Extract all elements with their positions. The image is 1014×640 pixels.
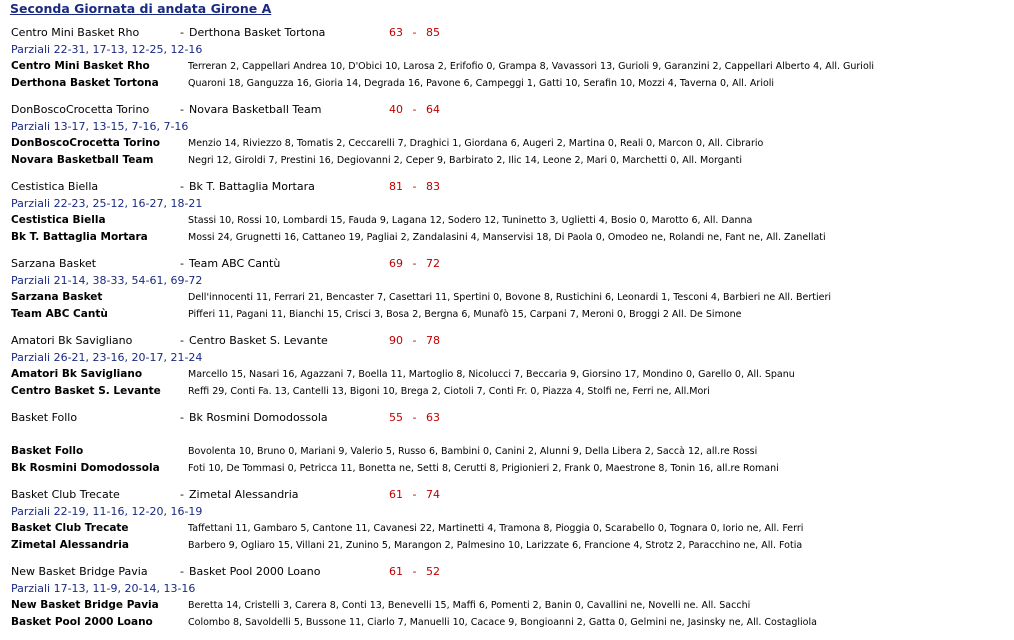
away-team-header: Basket Pool 2000 Loano bbox=[189, 565, 321, 578]
home-players: Bovolenta 10, Bruno 0, Mariani 9, Valerio 5, Russo 6, Bambini 0, Canini 2, Alunni 9, Della Libera 2, Saccà 12, all.re Rossi bbox=[188, 446, 758, 457]
home-players: Menzio 14, Riviezzo 8, Tomatis 2, Ceccarelli 7, Draghici 1, Giordana 6, Augeri 2, Martina 0, Reali 0, Marcon 0, All. Cibrario bbox=[188, 138, 764, 149]
home-players: Beretta 14, Cristelli 3, Carera 8, Conti 13, Benevelli 15, Maffi 6, Pomenti 2, Banin 0, Cavallini ne, Novelli ne. All. Sacchi bbox=[188, 600, 751, 611]
away-players: Mossi 24, Grugnetti 16, Cattaneo 19, Pagliai 2, Zandalasini 4, Manservisi 18, Di Paola 0, Omodeo ne, Rolandi ne, Fant ne, All. Zanellati bbox=[188, 232, 826, 243]
score bbox=[389, 178, 440, 195]
away-team-header: Bk Rosmini Domodossola bbox=[189, 411, 328, 424]
score bbox=[389, 486, 440, 503]
versus-dash: - bbox=[180, 180, 184, 193]
away-score: 72 bbox=[425, 257, 440, 270]
away-team-header: Zimetal Alessandria bbox=[189, 488, 299, 501]
away-players: Barbero 9, Ogliaro 15, Villani 21, Zunino 5, Marangon 2, Palmesino 10, Larizzate 6, Francione 4, Strotz 2, Paracchino ne, All. Fotia bbox=[188, 540, 803, 551]
score bbox=[389, 409, 440, 426]
partial-scores: Parziali 21-14, 38-33, 54-61, 69-72 bbox=[11, 274, 203, 287]
home-team-name: New Basket Bridge Pavia bbox=[11, 599, 159, 611]
score-dash: - bbox=[412, 411, 417, 424]
game-block bbox=[0, 563, 1014, 640]
home-players: Marcello 15, Nasari 16, Agazzani 7, Boella 11, Martoglio 8, Nicolucci 7, Beccaria 9, Giorsino 17, Mondino 0, Garello 0, All. Spanu bbox=[188, 369, 795, 380]
home-team-name: Centro Mini Basket Rho bbox=[11, 60, 150, 72]
home-players: Taffettani 11, Gambaro 5, Cantone 11, Cavanesi 22, Martinetti 4, Tramona 8, Pioggia 0, Scarabello 0, Tognara 0, Iorio ne, All. Ferri bbox=[188, 523, 804, 534]
home-team-header: Basket Follo bbox=[11, 411, 78, 424]
partial-scores: Parziali 26-21, 23-16, 20-17, 21-24 bbox=[11, 351, 203, 364]
home-players: Dell'innocenti 11, Ferrari 21, Bencaster 7, Casettari 11, Spertini 0, Bovone 8, Rustichini 6, Leonardi 1, Tesconi 4, Barbieri ne All. Bertieri bbox=[188, 292, 832, 303]
away-score: 83 bbox=[425, 180, 440, 193]
home-score: 69 bbox=[389, 257, 403, 270]
home-score: 40 bbox=[389, 103, 403, 116]
away-team-header: Bk T. Battaglia Mortara bbox=[189, 180, 315, 193]
away-team-name: Derthona Basket Tortona bbox=[11, 77, 159, 89]
home-team-header: Centro Mini Basket Rho bbox=[11, 26, 140, 39]
away-players: Reffi 29, Conti Fa. 13, Cantelli 13, Bigoni 10, Brega 2, Ciotoli 7, Conti Fr. 0, Piazza 4, Stolfi ne, Ferri ne, All.Mori bbox=[188, 386, 710, 397]
away-team-name: Novara Basketball Team bbox=[11, 154, 154, 166]
score-dash: - bbox=[412, 26, 417, 39]
game-block bbox=[0, 101, 1014, 178]
versus-dash: - bbox=[180, 26, 184, 39]
versus-dash: - bbox=[180, 565, 184, 578]
game-block bbox=[0, 486, 1014, 563]
home-team-name: Amatori Bk Savigliano bbox=[11, 368, 143, 380]
away-team-header: Team ABC Cantù bbox=[189, 257, 281, 270]
home-team-header: Amatori Bk Savigliano bbox=[11, 334, 133, 347]
home-team-name: Basket Follo bbox=[11, 445, 84, 457]
away-score: 63 bbox=[425, 411, 440, 424]
away-score: 78 bbox=[425, 334, 440, 347]
home-team-header: Cestistica Biella bbox=[11, 180, 99, 193]
score bbox=[389, 255, 440, 272]
away-score: 64 bbox=[425, 103, 440, 116]
page-title[interactable]: Seconda Giornata di andata Girone A bbox=[10, 1, 272, 16]
score-dash: - bbox=[412, 180, 417, 193]
versus-dash: - bbox=[180, 411, 184, 424]
away-team-name: Bk Rosmini Domodossola bbox=[11, 462, 160, 474]
game-block bbox=[0, 332, 1014, 409]
away-players: Pifferi 11, Pagani 11, Bianchi 15, Crisci 3, Bosa 2, Bergna 6, Munafò 15, Carpani 7, Meroni 0, Broggi 2 All. De Simone bbox=[188, 309, 742, 320]
home-players: Terreran 2, Cappellari Andrea 10, D'Obici 10, Larosa 2, Erifofio 0, Grampa 8, Vavassori 13, Gurioli 9, Garanzini 2, Cappellari Alberto 4, All. Gurioli bbox=[188, 61, 875, 72]
away-team-header: Centro Basket S. Levante bbox=[189, 334, 328, 347]
game-block bbox=[0, 255, 1014, 332]
home-team-name: Cestistica Biella bbox=[11, 214, 106, 226]
score-dash: - bbox=[412, 565, 417, 578]
game-block bbox=[0, 178, 1014, 255]
game-block bbox=[0, 409, 1014, 486]
away-players: Quaroni 18, Ganguzza 16, Gioria 14, Degrada 16, Pavone 6, Campeggi 1, Gatti 10, Serafin 10, Mozzi 4, Taverna 0, All. Arioli bbox=[188, 78, 775, 89]
away-team-name: Basket Pool 2000 Loano bbox=[11, 616, 153, 628]
home-team-header: Basket Club Trecate bbox=[11, 488, 120, 501]
partial-scores: Parziali 22-31, 17-13, 12-25, 12-16 bbox=[11, 43, 203, 56]
home-team-name: Basket Club Trecate bbox=[11, 522, 129, 534]
home-team-header: New Basket Bridge Pavia bbox=[11, 565, 148, 578]
versus-dash: - bbox=[180, 257, 184, 270]
away-players: Colombo 8, Savoldelli 5, Bussone 11, Ciarlo 7, Manuelli 10, Cacace 9, Bongioanni 2, Gatta 0, Gelmini ne, Jasinsky ne, All. Costagliola bbox=[188, 617, 817, 628]
partial-scores: Parziali 13-17, 13-15, 7-16, 7-16 bbox=[11, 120, 189, 133]
home-team-name: DonBoscoCrocetta Torino bbox=[11, 137, 160, 149]
away-players: Foti 10, De Tommasi 0, Petricca 11, Bonetta ne, Setti 8, Cerutti 8, Prigionieri 2, Frank 0, Maestrone 8, Tonin 16, all.re Romani bbox=[188, 463, 779, 474]
away-team-header: Derthona Basket Tortona bbox=[189, 26, 326, 39]
home-team-header: Sarzana Basket bbox=[11, 257, 97, 270]
home-score: 61 bbox=[389, 565, 403, 578]
versus-dash: - bbox=[180, 103, 184, 116]
away-score: 52 bbox=[425, 565, 440, 578]
home-score: 61 bbox=[389, 488, 403, 501]
away-score: 85 bbox=[425, 26, 440, 39]
away-team-name: Zimetal Alessandria bbox=[11, 539, 129, 551]
partial-scores: Parziali 17-13, 11-9, 20-14, 13-16 bbox=[11, 582, 196, 595]
versus-dash: - bbox=[180, 334, 184, 347]
home-score: 55 bbox=[389, 411, 403, 424]
score-dash: - bbox=[412, 334, 417, 347]
score-dash: - bbox=[412, 488, 417, 501]
partial-scores: Parziali 22-23, 25-12, 16-27, 18-21 bbox=[11, 197, 203, 210]
score-dash: - bbox=[412, 103, 417, 116]
home-team-header: DonBoscoCrocetta Torino bbox=[11, 103, 150, 116]
game-block bbox=[0, 24, 1014, 101]
home-score: 81 bbox=[389, 180, 403, 193]
partial-scores: Parziali 22-19, 11-16, 12-20, 16-19 bbox=[11, 505, 203, 518]
score bbox=[389, 563, 440, 580]
away-team-header: Novara Basketball Team bbox=[189, 103, 322, 116]
score bbox=[389, 332, 440, 349]
home-score: 90 bbox=[389, 334, 403, 347]
versus-dash: - bbox=[180, 488, 184, 501]
away-score: 74 bbox=[425, 488, 440, 501]
score bbox=[389, 101, 440, 118]
score-dash: - bbox=[412, 257, 417, 270]
away-team-name: Centro Basket S. Levante bbox=[11, 385, 161, 397]
score bbox=[389, 24, 440, 41]
away-players: Negri 12, Giroldi 7, Prestini 16, Degiovanni 2, Ceper 9, Barbirato 2, Ilic 14, Leone 2, Mari 0, Marchetti 0, All. Morganti bbox=[188, 155, 743, 166]
home-score: 63 bbox=[389, 26, 403, 39]
away-team-name: Bk T. Battaglia Mortara bbox=[11, 231, 148, 243]
home-team-name: Sarzana Basket bbox=[11, 291, 103, 303]
away-team-name: Team ABC Cantù bbox=[11, 308, 108, 320]
home-players: Stassi 10, Rossi 10, Lombardi 15, Fauda 9, Lagana 12, Sodero 12, Tuninetto 3, Uglietti 4, Bosio 0, Marotto 6, All. Danna bbox=[188, 215, 753, 226]
